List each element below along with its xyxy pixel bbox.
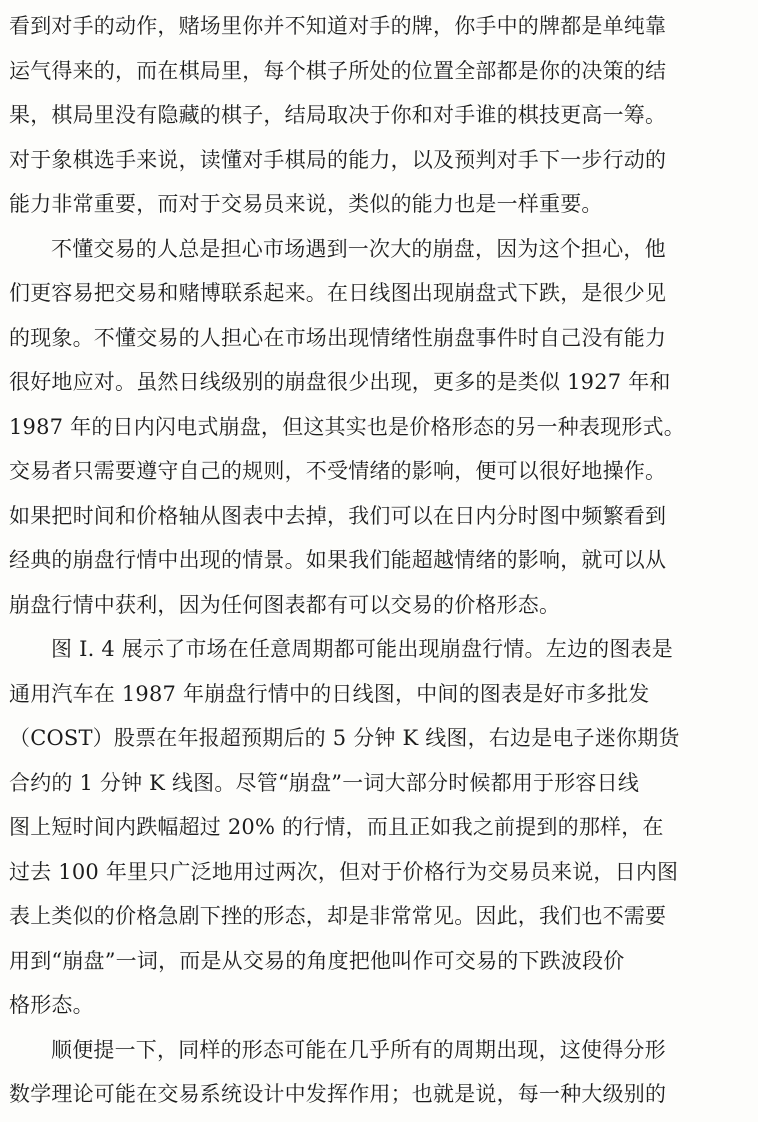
- text-line: 们更容易把交易和赌博联系起来。在日线图出现崩盘式下跌，是很少见: [9, 281, 667, 305]
- text-line: 过去 100 年里只广泛地用过两次，但对于价格行为交易员来说，日内图: [9, 859, 679, 884]
- text-line: 图 I. 4 展示了市场在任意周期都可能出现崩盘行情。左边的图表是: [51, 637, 673, 661]
- text-line: 交易者只需要遵守自己的规则，不受情绪的影响，便可以很好地操作。: [9, 459, 667, 483]
- text-line: 崩盘行情中获利，因为任何图表都有可以交易的价格形态。: [9, 592, 561, 617]
- text-line: 顺便提一下，同样的形态可能在几乎所有的周期出现，这使得分形: [51, 1037, 666, 1062]
- text-line: 看到对手的动作，赌场里你并不知道对手的牌，你手中的牌都是单纯靠: [9, 14, 667, 38]
- paragraph-1: [9, 4, 749, 227]
- text-line: （COST）股票在年报超预期后的 5 分钟 K 线图，右边是电子迷你期货: [9, 726, 680, 750]
- text-line: 不懂交易的人总是担心市场遇到一次大的崩盘，因为这个担心，他: [51, 236, 666, 261]
- text-line: 合约的 1 分钟 K 线图。尽管“崩盘”一词大部分时候都用于形容日线: [9, 770, 640, 795]
- paragraph-4: [9, 1028, 749, 1117]
- text-line: 经典的崩盘行情中出现的情景。如果我们能超越情绪的影响，就可以从: [9, 548, 667, 572]
- text-line: 能力非常重要，而对于交易员来说，类似的能力也是一样重要。: [9, 192, 603, 216]
- text-line: 果，棋局里没有隐藏的棋子，结局取决于你和对手谁的棋技更高一筹。: [9, 103, 667, 127]
- text-line: 很好地应对。虽然日线级别的崩盘很少出现，更多的是类似 1927 年和: [9, 370, 671, 394]
- text-line: 1987 年的日内闪电式崩盘，但这其实也是价格形态的另一种表现形式。: [9, 414, 685, 439]
- text-line: 用到“崩盘”一词，而是从交易的角度把他叫作可交易的下跌波段价: [9, 948, 625, 973]
- text-line: 通用汽车在 1987 年崩盘行情中的日线图，中间的图表是好市多批发: [9, 681, 650, 706]
- text-line: 对于象棋选手来说，读懂对手棋局的能力，以及预判对手下一步行动的: [9, 147, 667, 172]
- text-line: 的现象。不懂交易的人担心在市场出现情绪性崩盘事件时自己没有能力: [9, 325, 667, 350]
- text-line: 数学理论可能在交易系统设计中发挥作用；也就是说，每一种大级别的: [9, 1082, 667, 1106]
- body-text: [9, 4, 749, 1117]
- paragraph-3: [9, 627, 749, 1028]
- text-line: 如果把时间和价格轴从图表中去掉，我们可以在日内分时图中频繁看到: [9, 503, 667, 528]
- paragraph-2: [9, 227, 749, 628]
- text-line: 格形态。: [9, 993, 94, 1017]
- text-line: 运气得来的，而在棋局里，每个棋子所处的位置全部都是你的决策的结: [9, 58, 667, 83]
- text-line: 图上短时间内跌幅超过 20% 的行情，而且正如我之前提到的那样，在: [9, 815, 664, 839]
- text-line: 表上类似的价格急剧下挫的形态，却是非常常见。因此，我们也不需要: [9, 904, 667, 928]
